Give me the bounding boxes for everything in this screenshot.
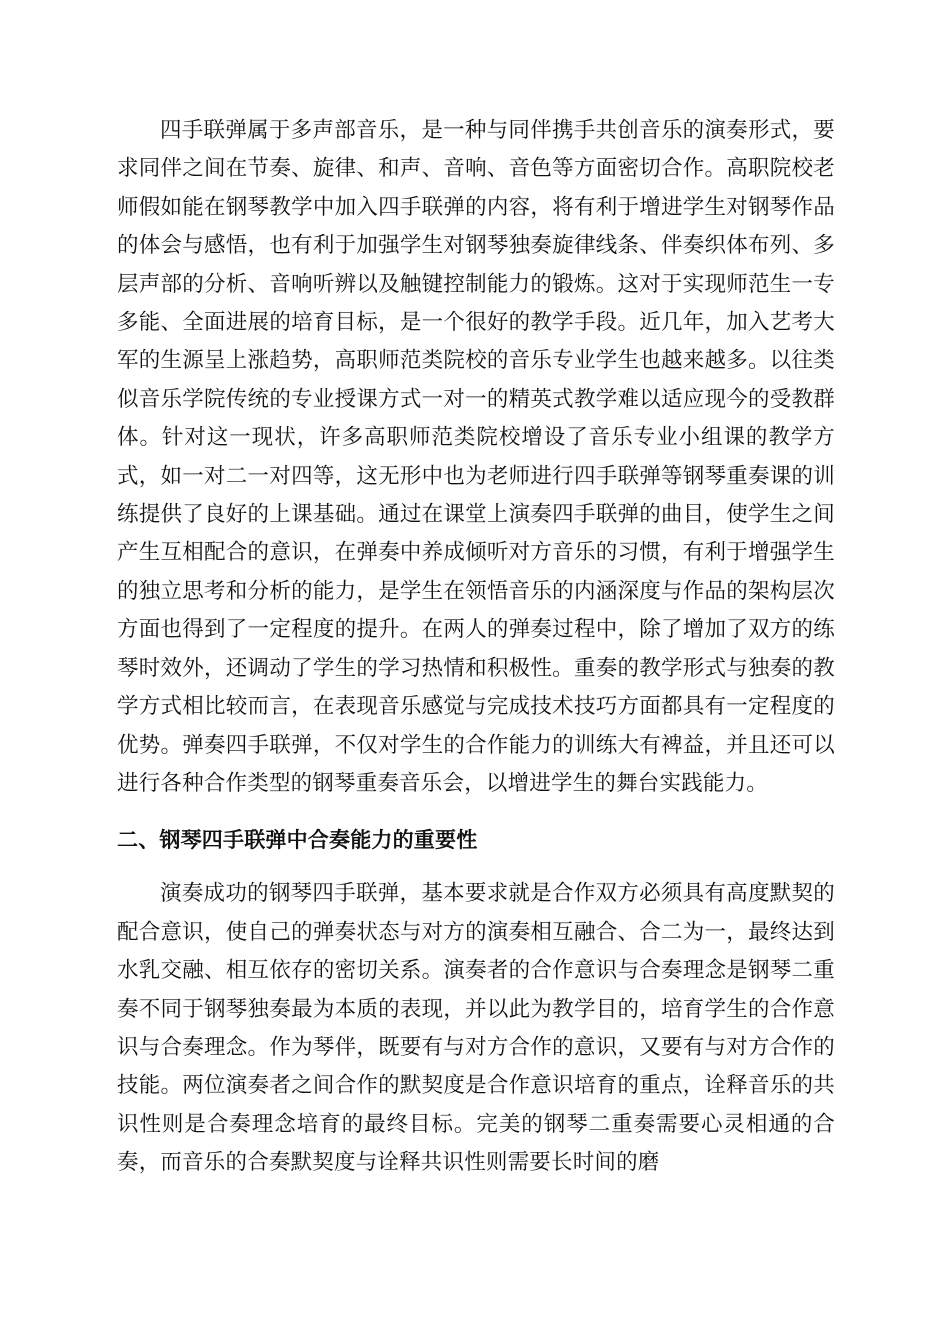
document-body bbox=[117, 112, 835, 1183]
section-heading: 二、钢琴四手联弹中合奏能力的重要性 bbox=[117, 828, 478, 853]
body-paragraph-1: 四手联弹属于多声部音乐，是一种与同伴携手共创音乐的演奏形式，要求同伴之间在节奏、旋律、和声、音响、音色等方面密切合作。高职院校老师假如能在钢琴教学中加入四手联弹的内容，将有利于增进学生对钢琴作品的体会与感悟，也有利于加强学生对钢琴独奏旋律线条、伴奏织体布列、多层声部的分析、音响听辨以及触键控制能力的锻炼。这对于实现师范生一专多能、全面进展的培育目标，是一个很好的教学手段。近几年，加入艺考大军的生源呈上涨趋势，高职师范类院校的音乐专业学生也越来越多。以往类似音乐学院传统的专业授课方式一对一的精英式教学难以适应现今的受教群体。针对这一现状，许多高职师范类院校增设了音乐专业小组课的教学方式，如一对二一对四等，这无形中也为老师进行四手联弹等钢琴重奏课的训练提供了良好的上课基础。通过在课堂上演奏四手联弹的曲目，使学生之间产生互相配合的意识，在弹奏中养成倾听对方音乐的习惯，有利于增强学生的独立思考和分析的能力，是学生在领悟音乐的内涵深度与作品的架构层次方面也得到了一定程度的提升。在两人的弹奏过程中，除了增加了双方的练琴时效外，还调动了学生的学习热情和积极性。重奏的教学形式与独奏的教学方式相比较而言，在表现音乐感觉与完成技术技巧方面都具有一定程度的优势。弹奏四手联弹，不仅对学生的合作能力的训练大有裨益，并且还可以进行各种合作类型的钢琴重奏音乐会，以增进学生的舞台实践能力。 bbox=[117, 118, 835, 796]
body-paragraph-2: 演奏成功的钢琴四手联弹，基本要求就是合作双方必须具有高度默契的配合意识，使自己的弹奏状态与对方的演奏相互融合、合二为一，最终达到水乳交融、相互依存的密切关系。演奏者的合作意识与合奏理念是钢琴二重奏不同于钢琴独奏最为本质的表现，并以此为教学目的，培育学生的合作意识与合奏理念。作为琴伴，既要有与对方合作的意识，又要有与对方合作的技能。两位演奏者之间合作的默契度是合作意识培育的重点，诠释音乐的共识性则是合奏理念培育的最终目标。完美的钢琴二重奏需要心灵相通的合奏，而音乐的合奏默契度与诠释共识性则需要长时间的磨 bbox=[117, 881, 835, 1176]
